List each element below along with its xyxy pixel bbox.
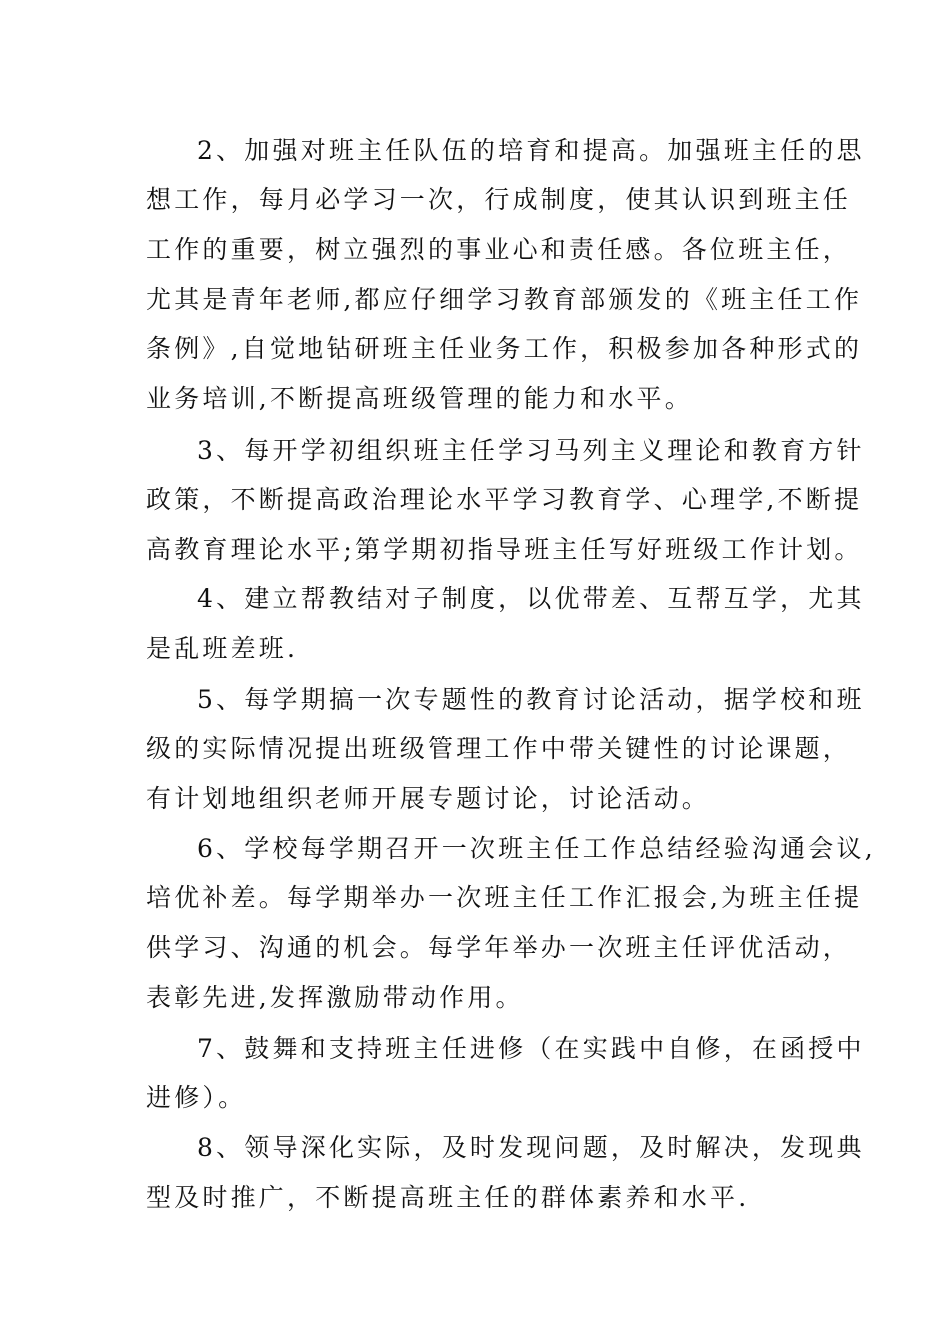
text-line: 条例》,自觉地钻研班主任业务工作，积极参加各种形式的 [146, 334, 863, 363]
text-line: 业务培训,不断提高班级管理的能力和水平。 [146, 384, 693, 413]
text-line: 政策，不断提高政治理论水平学习教育学、心理学,不断提 [146, 485, 863, 514]
text-line: 6、学校每学期召开一次班主任工作总结经验沟通会议, [197, 834, 876, 863]
text-line: 进修）。 [146, 1083, 247, 1112]
text-line: 型及时推广，不断提高班主任的群体素养和水平. [146, 1183, 750, 1212]
text-line: 高教育理论水平;第学期初指导班主任写好班级工作计划。 [146, 535, 863, 564]
text-line: 工作的重要，树立强烈的事业心和责任感。各位班主任， [146, 235, 852, 264]
text-line: 有计划地组织老师开展专题讨论，讨论活动。 [146, 784, 711, 813]
text-line: 3、每开学初组织班主任学习马列主义理论和教育方针 [197, 436, 865, 465]
text-line: 4、建立帮教结对子制度，以优带差、互帮互学，尤其 [197, 584, 865, 613]
text-line: 供学习、沟通的机会。每学年举办一次班主任评优活动， [146, 933, 852, 962]
text-line: 表彰先进,发挥激励带动作用。 [146, 983, 524, 1012]
text-line: 8、领导深化实际，及时发现问题，及时解决，发现典 [197, 1133, 865, 1162]
text-line: 是乱班差班. [146, 634, 299, 663]
text-line: 2、加强对班主任队伍的培育和提高。加强班主任的思 [197, 136, 865, 165]
text-line: 培优补差。每学期举办一次班主任工作汇报会,为班主任提 [146, 883, 863, 912]
text-line: 7、鼓舞和支持班主任进修（在实践中自修，在函授中 [197, 1034, 865, 1063]
text-line: 5、每学期搞一次专题性的教育讨论活动，据学校和班 [197, 685, 865, 714]
text-line: 级的实际情况提出班级管理工作中带关键性的讨论课题， [146, 734, 852, 763]
text-line: 想工作，每月必学习一次，行成制度，使其认识到班主任 [146, 185, 852, 214]
text-line: 尤其是青年老师,都应仔细学习教育部颁发的《班主任工作 [146, 285, 863, 314]
